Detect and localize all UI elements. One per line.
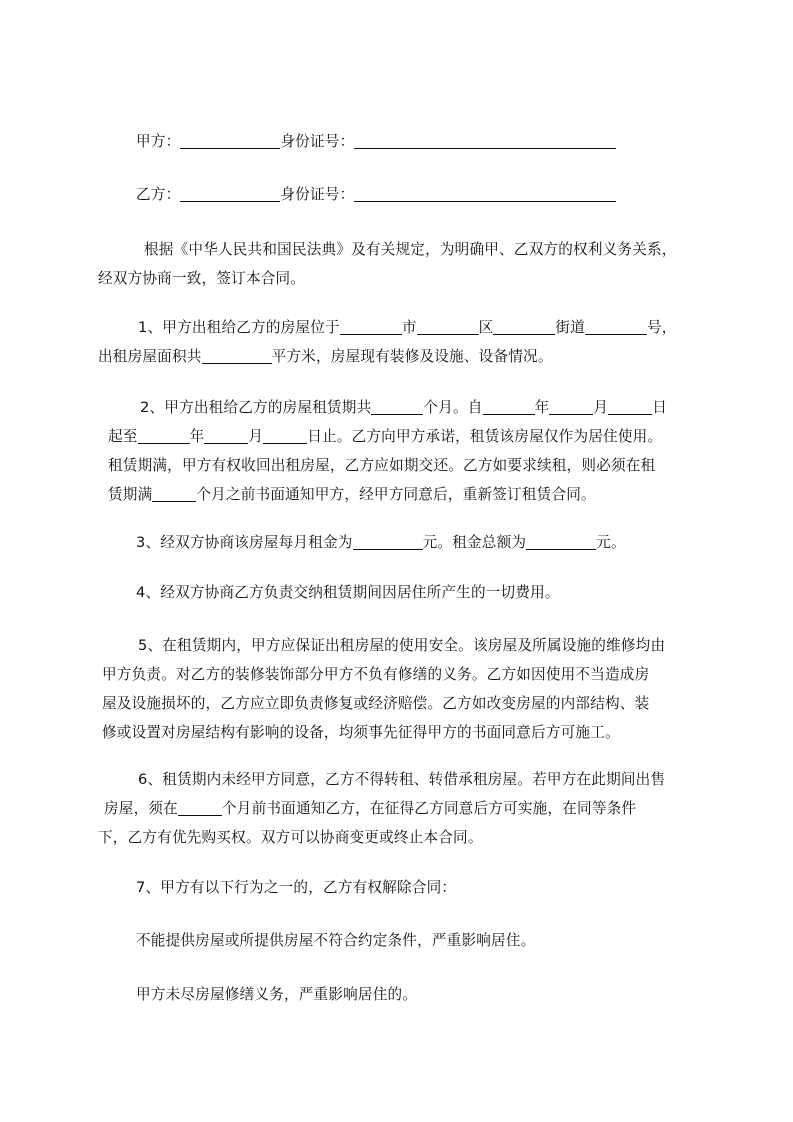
clause-6-line-1: 6、租赁期内未经甲方同意，乙方不得转租、转借承租房屋。若甲方在此期间出售	[138, 771, 666, 788]
party-b-label: 乙方：	[136, 186, 181, 203]
clause-7-title: 7、甲方有以下行为之一的，乙方有权解除合同：	[136, 879, 457, 896]
clause-7-item-1	[98, 926, 708, 955]
clause-2-line-1	[98, 393, 708, 422]
clause-7-item-2	[98, 980, 708, 1009]
end-year-blank	[138, 427, 190, 444]
intro-line-1: 根据《中华人民共和国民法典》及有关规定，为明确甲、乙双方的权利义务关系，	[144, 241, 677, 258]
clause-5	[98, 631, 708, 747]
number-blank	[585, 318, 647, 335]
clause-6	[98, 765, 708, 852]
clause-5-line-4: 修或设置对房屋结构有影响的设备，均须事先征得甲方的书面同意后方可施工。	[102, 724, 620, 741]
party-a-line	[136, 127, 716, 156]
total-rent-blank	[526, 533, 596, 550]
city-label: 市	[401, 319, 417, 336]
start-year-label: 年	[534, 399, 550, 416]
number-label: 号，	[647, 319, 677, 336]
monthly-rent-blank	[353, 533, 423, 550]
clause-2-line-2	[98, 422, 708, 451]
district-label: 区	[478, 319, 494, 336]
term-months-blank	[371, 398, 423, 415]
clause-3-line	[98, 528, 708, 557]
party-a-id-blank	[354, 132, 616, 149]
start-month-blank	[549, 398, 593, 415]
renewal-text: 个月之前书面通知甲方，经甲方同意后，重新签订租赁合同。	[196, 486, 596, 503]
clause-7	[98, 873, 708, 902]
clause-6-line-3: 下，乙方有优先购买权。双方可以协商变更或终止本合同。	[98, 829, 483, 846]
clause-2-line-3: 租赁期满，甲方有权收回出租房屋，乙方应如期交还。乙方如要求续租，则必须在租	[108, 457, 656, 474]
end-month-label: 月	[248, 428, 264, 445]
clause-1-line-2	[98, 342, 708, 371]
party-b-id-label: 身份证号：	[280, 186, 355, 203]
area-label: 出租房屋面积共	[98, 348, 202, 365]
total-rent-unit: 元。	[596, 534, 626, 551]
sale-notice-months-blank	[178, 799, 222, 816]
start-year-blank	[483, 398, 535, 415]
intro-paragraph	[98, 235, 708, 293]
notice-months-blank	[152, 485, 196, 502]
monthly-rent-label: 3、经双方协商该房屋每月租金为	[136, 534, 353, 551]
party-a-name-blank	[180, 132, 280, 149]
start-day-label: 日	[652, 399, 667, 416]
street-label: 街道	[555, 319, 585, 336]
term-from-label: 个月。自	[423, 399, 483, 416]
expiry-label: 赁期满	[108, 486, 153, 503]
area-blank	[202, 347, 272, 364]
party-b-name-blank	[180, 185, 280, 202]
clause-2-line-4	[98, 480, 708, 509]
end-month-blank	[204, 427, 248, 444]
clause-1-text: 1、甲方出租给乙方的房屋位于	[138, 319, 340, 336]
party-b-line	[136, 180, 716, 209]
area-unit-text: 平方米，房屋现有装修及设施、设备情况。	[271, 348, 553, 365]
clause-5-line-2: 甲方负责。对乙方的装修装饰部分甲方不负有修缮的义务。乙方如因使用不当造成房	[102, 666, 650, 683]
total-rent-label: 元。租金总额为	[422, 534, 527, 551]
clause-5-line-1: 5、在租赁期内，甲方应保证出租房屋的使用安全。该房屋及所属设施的维修均由	[138, 637, 666, 654]
sale-notice-text: 个月前书面通知乙方，在征得乙方同意后方可实施，在同等条件	[221, 800, 637, 817]
street-blank	[493, 318, 555, 335]
end-year-label: 年	[189, 428, 205, 445]
party-a-label: 甲方：	[136, 133, 181, 150]
city-blank	[340, 318, 402, 335]
party-b-id-blank	[354, 185, 616, 202]
clause-4-line: 4、经双方协商乙方负责交纳租赁期间因居住所产生的一切费用。	[136, 584, 560, 601]
clause-7-item-1-text: 不能提供房屋或所提供房屋不符合约定条件，严重影响居住。	[136, 932, 536, 949]
term-label: 2、甲方出租给乙方的房屋租赁期共	[140, 399, 372, 416]
start-day-blank	[608, 398, 652, 415]
clause-6-line-2	[98, 794, 708, 823]
term-to-label: 起至	[108, 428, 138, 445]
intro-line-2: 经双方协商一致，签订本合同。	[98, 270, 306, 287]
clause-4	[98, 578, 708, 607]
clause-1-line-1	[98, 313, 708, 342]
clause-7-item-2-text: 甲方未尽房屋修缮义务，严重影响居住的。	[136, 986, 418, 1003]
clause-1	[98, 313, 708, 371]
party-a-id-label: 身份证号：	[280, 133, 355, 150]
sale-notice-label: 房屋，须在	[104, 800, 178, 817]
term-end-text: 日止。乙方向甲方承诺，租赁该房屋仅作为居住使用。	[307, 428, 663, 445]
end-day-blank	[263, 427, 307, 444]
district-blank	[417, 318, 479, 335]
start-month-label: 月	[593, 399, 609, 416]
clause-3	[98, 528, 708, 557]
clause-2	[98, 393, 708, 509]
clause-5-line-3: 屋及设施损坏的，乙方应立即负责修复或经济赔偿。乙方如改变房屋的内部结构、装	[102, 695, 650, 712]
